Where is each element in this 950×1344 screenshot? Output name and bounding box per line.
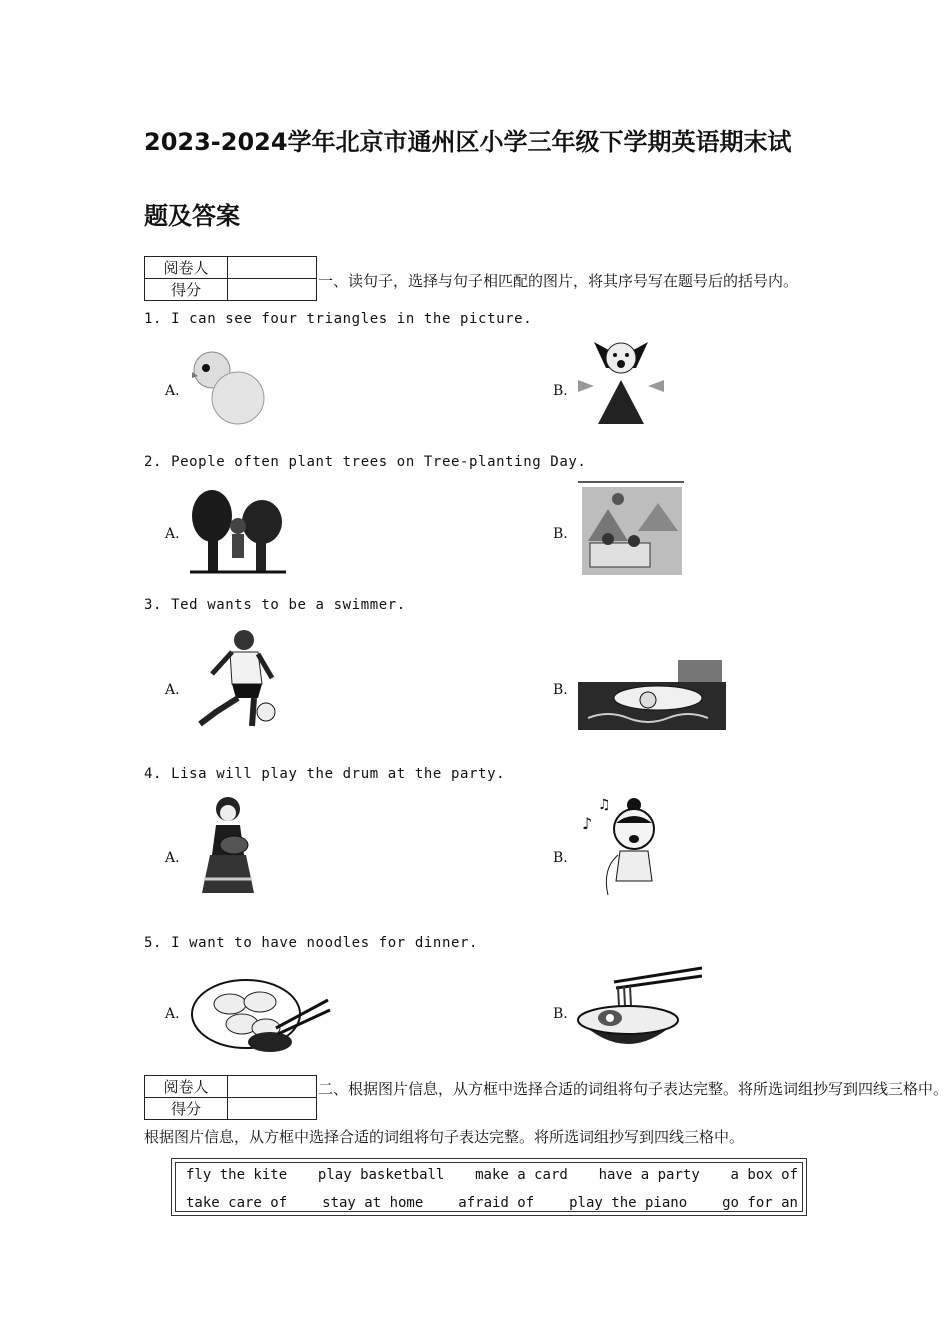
q2-pic-b-picnic (578, 481, 684, 575)
q2-option-b-label: B. (553, 526, 568, 542)
phrase-item: go for an (722, 1195, 798, 1211)
phrase-item: play the piano (569, 1195, 688, 1211)
q1-option-a-label: A. (165, 383, 180, 399)
reviewer-field-2[interactable] (228, 1076, 317, 1098)
question-1: 1. I can see four triangles in the picture. (144, 311, 533, 327)
score-label-2: 得分 (145, 1098, 228, 1120)
question-4: 4. Lisa will play the drum at the party. (144, 766, 506, 782)
score-label: 得分 (145, 279, 228, 301)
q4-pic-b-girl-singing (578, 795, 670, 899)
phrase-row-1 (186, 1167, 798, 1189)
score-field-2[interactable] (228, 1098, 317, 1120)
reviewer-field[interactable] (228, 257, 317, 279)
reviewer-label-2: 阅卷人 (145, 1076, 228, 1098)
phrase-item: a box of (730, 1167, 798, 1183)
score-table-2 (144, 1075, 317, 1120)
section2-heading: 二、根据图片信息，从方框中选择合适的词组将句子表达完整。将所选词组抄写到四线三格中。 (318, 1080, 949, 1098)
q4-option-b-label: B. (553, 850, 568, 866)
question-2: 2. People often plant trees on Tree-planting Day. (144, 454, 587, 470)
phrase-item: take care of (186, 1195, 288, 1211)
page-title-line2: 题及答案 (144, 202, 240, 230)
q5-option-b-label: B. (553, 1006, 568, 1022)
phrase-item: make a card (475, 1167, 568, 1183)
phrase-item: afraid of (458, 1195, 535, 1211)
q3-pic-b-swimmer (578, 658, 726, 732)
score-field[interactable] (228, 279, 317, 301)
q3-option-b-label: B. (553, 682, 568, 698)
reviewer-label: 阅卷人 (145, 257, 228, 279)
phrase-item: stay at home (322, 1195, 424, 1211)
q1-pic-a-chick (190, 348, 272, 428)
q4-option-a-label: A. (165, 850, 180, 866)
section1-heading: 一、读句子，选择与句子相匹配的图片，将其序号写在题号后的括号内。 (318, 272, 799, 290)
phrase-item: have a party (598, 1167, 700, 1183)
q5-pic-b-noodles (574, 964, 704, 1058)
section2-instruction: 根据图片信息，从方框中选择合适的词组将句子表达完整。将所选词组抄写到四线三格中。 (144, 1128, 745, 1146)
q2-option-a-label: A. (165, 526, 180, 542)
q4-pic-a-girl-drum (190, 795, 264, 899)
page-title-line1: 2023-2024学年北京市通州区小学三年级下学期英语期末试 (144, 128, 792, 156)
q1-pic-b-triangle-animal (576, 340, 666, 426)
q2-pic-a-planting-trees (190, 486, 286, 574)
svg-text:♪: ♪ (582, 814, 593, 833)
q3-pic-a-football-player (192, 628, 280, 732)
q5-option-a-label: A. (165, 1006, 180, 1022)
q3-option-a-label: A. (165, 682, 180, 698)
question-5: 5. I want to have noodles for dinner. (144, 935, 479, 951)
q5-pic-a-dumplings (190, 972, 332, 1056)
phrase-item: fly the kite (186, 1167, 288, 1183)
phrase-row-2 (186, 1195, 798, 1217)
q1-option-b-label: B. (553, 383, 568, 399)
score-table-1 (144, 256, 317, 301)
svg-text:♫: ♫ (598, 797, 611, 813)
question-3: 3. Ted wants to be a swimmer. (144, 597, 406, 613)
phrase-box (171, 1158, 807, 1216)
phrase-item: play basketball (317, 1167, 445, 1183)
